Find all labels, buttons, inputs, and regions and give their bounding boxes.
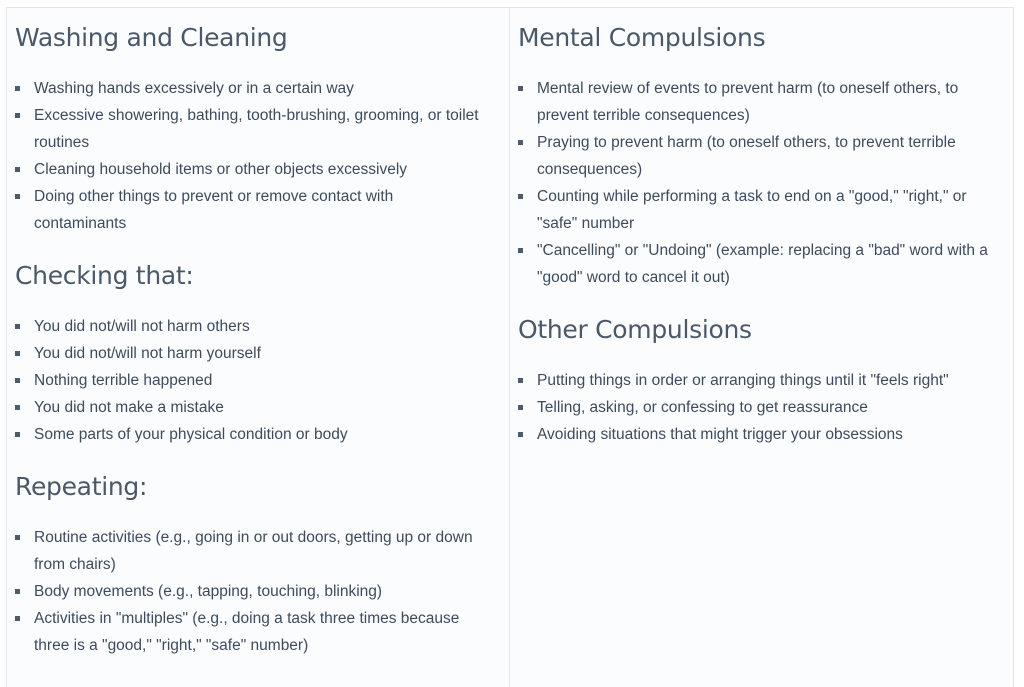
section-heading: Mental Compulsions: [518, 23, 766, 52]
section-heading: Washing and Cleaning: [15, 23, 288, 52]
list-item: Excessive showering, bathing, tooth-brushing, grooming, or toilet routines: [15, 102, 489, 156]
list-item: Avoiding situations that might trigger your obsessions: [518, 421, 993, 448]
bullet-list: [518, 367, 993, 448]
list-item: Cleaning household items or other objects excessively: [15, 156, 489, 183]
list-item: Activities in "multiples" (e.g., doing a task three times because three is a "good," "right," "safe" number): [15, 605, 489, 659]
section-washing-cleaning: [15, 20, 489, 237]
section-mental-compulsions: [518, 20, 993, 291]
right-column: [510, 8, 1013, 687]
content-panel: [6, 7, 1014, 687]
list-item: Body movements (e.g., tapping, touching, blinking): [15, 578, 489, 605]
list-item: Putting things in order or arranging things until it "feels right": [518, 367, 993, 394]
list-item: Doing other things to prevent or remove contact with contaminants: [15, 183, 489, 237]
list-item: Mental review of events to prevent harm (to oneself others, to prevent terrible consequences): [518, 75, 993, 129]
bullet-list: [15, 313, 489, 448]
bullet-list: [518, 75, 993, 291]
list-item: Praying to prevent harm (to oneself others, to prevent terrible consequences): [518, 129, 993, 183]
list-item: Telling, asking, or confessing to get reassurance: [518, 394, 993, 421]
section-checking: [15, 258, 489, 448]
section-repeating: [15, 469, 489, 659]
section-heading: Other Compulsions: [518, 315, 752, 344]
list-item: "Cancelling" or "Undoing" (example: replacing a "bad" word with a "good" word to cancel it out): [518, 237, 993, 291]
list-item: Washing hands excessively or in a certain way: [15, 75, 489, 102]
section-heading: Checking that:: [15, 261, 194, 290]
list-item: You did not/will not harm others: [15, 313, 489, 340]
left-column: [7, 8, 510, 687]
bullet-list: [15, 524, 489, 659]
section-heading: Repeating:: [15, 472, 148, 501]
list-item: Some parts of your physical condition or body: [15, 421, 489, 448]
list-item: You did not/will not harm yourself: [15, 340, 489, 367]
list-item: Nothing terrible happened: [15, 367, 489, 394]
list-item: Routine activities (e.g., going in or out doors, getting up or down from chairs): [15, 524, 489, 578]
section-other-compulsions: [518, 312, 993, 448]
list-item: Counting while performing a task to end on a "good," "right," or "safe" number: [518, 183, 993, 237]
list-item: You did not make a mistake: [15, 394, 489, 421]
bullet-list: [15, 75, 489, 237]
